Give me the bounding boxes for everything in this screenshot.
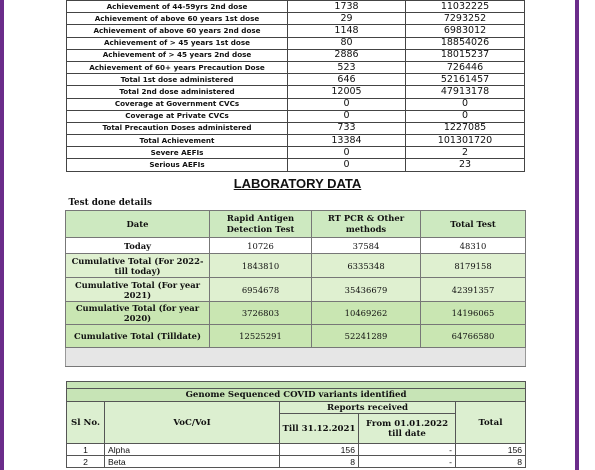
genome-row-name: Alpha [105, 444, 280, 456]
vaccination-row-total: 726446 [406, 61, 525, 73]
vaccination-row-label: Achievement of > 45 years 1st dose [67, 37, 288, 49]
vaccination-row-label: Total 2nd dose administered [67, 86, 288, 98]
genome-table [66, 381, 526, 468]
lab-row-total: 42391357 [421, 278, 526, 302]
vaccination-row-today: 0 [288, 98, 406, 110]
vaccination-row-label: Total 1st dose administered [67, 74, 288, 86]
vaccination-row-today: 733 [288, 122, 406, 134]
vaccination-row-total: 101301720 [406, 135, 525, 147]
lab-row-label: Cumulative Total (For 2022- till today) [66, 254, 210, 278]
lab-row-label: Cumulative Total (Tilldate) [66, 325, 210, 348]
genome-header-sl: Sl No. [67, 402, 105, 444]
vaccination-row-label: Coverage at Government CVCs [67, 98, 288, 110]
vaccination-row [67, 159, 525, 171]
vaccination-table-body [67, 1, 525, 172]
genome-row-beta [67, 456, 526, 468]
vaccination-row-total: 0 [406, 110, 525, 122]
genome-row-till: 8 [280, 456, 359, 468]
lab-row-rtpcr: 6335348 [312, 254, 421, 278]
vaccination-row [67, 49, 525, 61]
lab-caption-row [66, 195, 526, 211]
vaccination-row-label: Achievement of above 60 years 1st dose [67, 13, 288, 25]
vaccination-row-total: 7293252 [406, 13, 525, 25]
genome-header-till: Till 31.12.2021 [280, 414, 359, 444]
lab-row-total: 64766580 [421, 325, 526, 348]
vaccination-row [67, 74, 525, 86]
genome-row-alpha [67, 444, 526, 456]
genome-header-from: From 01.01.2022 till date [359, 414, 456, 444]
vaccination-row-label: Severe AEFIs [67, 147, 288, 159]
vaccination-row-today: 646 [288, 74, 406, 86]
vaccination-row [67, 147, 525, 159]
lab-row-rat: 6954678 [210, 278, 312, 302]
lab-row-2022 [66, 254, 526, 278]
genome-row-total: 8 [456, 456, 526, 468]
vaccination-row-total: 18015237 [406, 49, 525, 61]
page-border-left [0, 0, 4, 470]
genome-row-sl: 2 [67, 456, 105, 468]
vaccination-row-total: 52161457 [406, 74, 525, 86]
genome-header-reports: Reports received [280, 402, 456, 414]
lab-row-rat: 10726 [210, 238, 312, 254]
genome-row-name: Beta [105, 456, 280, 468]
lab-header-rat: Rapid Antigen Detection Test [210, 211, 312, 238]
vaccination-row-label: Achievement of > 45 years 2nd dose [67, 49, 288, 61]
vaccination-row [67, 122, 525, 134]
lab-blank-cell [66, 348, 526, 367]
laboratory-data-title: LABORATORY DATA [233, 176, 362, 191]
vaccination-row-total: 0 [406, 98, 525, 110]
lab-row-rtpcr: 35436679 [312, 278, 421, 302]
lab-header-row [66, 211, 526, 238]
lab-blank-row [66, 348, 526, 367]
lab-row-total: 8179158 [421, 254, 526, 278]
page-border-right [575, 0, 579, 470]
lab-row-rat: 1843810 [210, 254, 312, 278]
lab-row-total: 48310 [421, 238, 526, 254]
genome-header-row-1 [67, 402, 526, 414]
genome-header-total: Total [456, 402, 526, 444]
vaccination-row-label: Achievement of above 60 years 2nd dose [67, 25, 288, 37]
genome-row-till: 156 [280, 444, 359, 456]
vaccination-row-label: Coverage at Private CVCs [67, 110, 288, 122]
lab-row-today [66, 238, 526, 254]
genome-top-bar [67, 382, 526, 389]
vaccination-row [67, 86, 525, 98]
vaccination-row-today: 1738 [288, 1, 406, 13]
lab-header-total: Total Test [421, 211, 526, 238]
lab-header-date: Date [66, 211, 210, 238]
lab-row-2020 [66, 302, 526, 325]
vaccination-row-today: 13384 [288, 135, 406, 147]
vaccination-row [67, 25, 525, 37]
lab-row-rtpcr: 37584 [312, 238, 421, 254]
lab-row-label: Today [66, 238, 210, 254]
vaccination-row [67, 37, 525, 49]
vaccination-row-total: 11032225 [406, 1, 525, 13]
lab-row-2021 [66, 278, 526, 302]
vaccination-row [67, 1, 525, 13]
genome-row-from: - [359, 444, 456, 456]
vaccination-row [67, 61, 525, 73]
vaccination-table [66, 0, 525, 172]
vaccination-row-label: Achievement of 60+ years Precaution Dose [67, 61, 288, 73]
vaccination-row-today: 523 [288, 61, 406, 73]
lab-caption: Test done details [66, 195, 526, 211]
lab-row-rat: 12525291 [210, 325, 312, 348]
vaccination-row-total: 6983012 [406, 25, 525, 37]
vaccination-row-label: Achievement of 44-59yrs 2nd dose [67, 1, 288, 13]
vaccination-row-total: 2 [406, 147, 525, 159]
genome-title: Genome Sequenced COVID variants identified [67, 389, 526, 402]
vaccination-row-today: 80 [288, 37, 406, 49]
vaccination-row [67, 135, 525, 147]
vaccination-row-today: 12005 [288, 86, 406, 98]
lab-row-label: Cumulative Total (for year 2020) [66, 302, 210, 325]
lab-row-total: 14196065 [421, 302, 526, 325]
vaccination-row-total: 1227085 [406, 122, 525, 134]
genome-top-bar-cell [67, 382, 526, 389]
vaccination-row-total: 47913178 [406, 86, 525, 98]
genome-header-voc: VoC/VoI [105, 402, 280, 444]
vaccination-row [67, 98, 525, 110]
vaccination-row-today: 0 [288, 147, 406, 159]
vaccination-row [67, 110, 525, 122]
vaccination-row [67, 13, 525, 25]
lab-row-rtpcr: 52241289 [312, 325, 421, 348]
lab-row-rat: 3726803 [210, 302, 312, 325]
vaccination-row-total: 18854026 [406, 37, 525, 49]
vaccination-row-today: 1148 [288, 25, 406, 37]
vaccination-row-today: 0 [288, 110, 406, 122]
vaccination-row-today: 0 [288, 159, 406, 171]
genome-row-total: 156 [456, 444, 526, 456]
vaccination-row-today: 2886 [288, 49, 406, 61]
genome-row-sl: 1 [67, 444, 105, 456]
vaccination-row-label: Serious AEFIs [67, 159, 288, 171]
vaccination-row-total: 23 [406, 159, 525, 171]
vaccination-row-today: 29 [288, 13, 406, 25]
lab-row-tilldate [66, 325, 526, 348]
genome-row-from: - [359, 456, 456, 468]
lab-row-label: Cumulative Total (For year 2021) [66, 278, 210, 302]
laboratory-table [65, 195, 526, 367]
genome-title-row [67, 389, 526, 402]
vaccination-row-label: Total Precaution Doses administered [67, 122, 288, 134]
vaccination-row-label: Total Achievement [67, 135, 288, 147]
lab-row-rtpcr: 10469262 [312, 302, 421, 325]
lab-header-rtpcr: RT PCR & Other methods [312, 211, 421, 238]
